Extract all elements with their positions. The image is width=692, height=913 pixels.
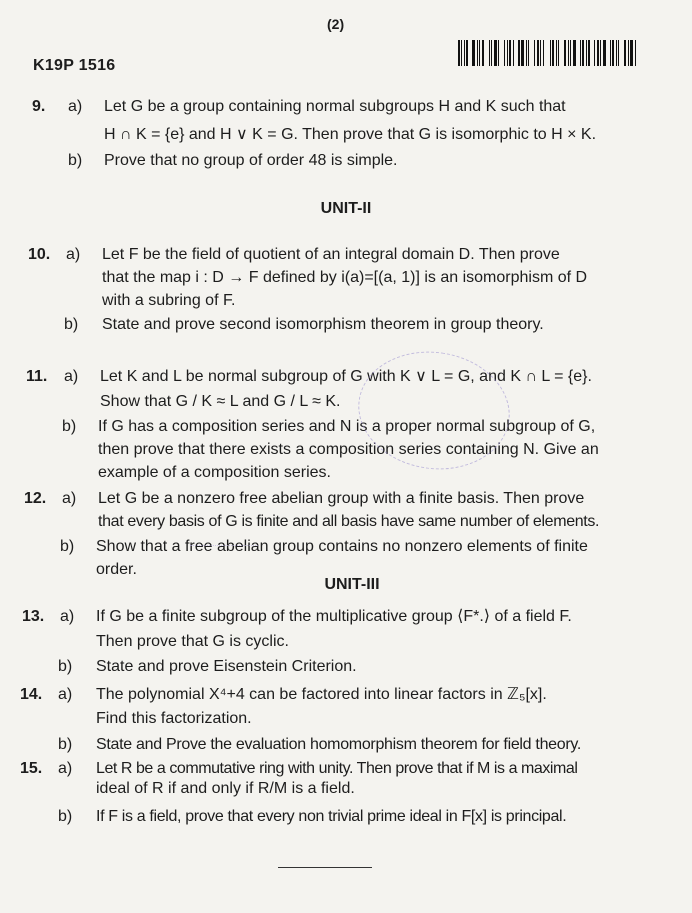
barcode-bar: [618, 40, 619, 66]
page-number: (2): [327, 16, 345, 32]
question-text: Find this factorization.: [96, 710, 252, 727]
barcode-bar: [491, 40, 492, 66]
barcode-bar: [494, 40, 497, 66]
question-text: Let K and L be normal subgroup of G with K ∨ L = G, and K ∩ L = {e}.: [100, 368, 592, 385]
barcode-bar: [545, 40, 548, 66]
question-text: Show that G / K ≈ L and G / L ≈ K.: [100, 393, 341, 410]
barcode-bar: [594, 40, 595, 66]
question-text: Let R be a commutative ring with unity. Then prove that if M is a maximal: [96, 760, 578, 777]
barcode-bar: [521, 40, 524, 66]
barcode-bar: [461, 40, 462, 66]
question-number: 11.: [26, 368, 48, 385]
question-text: Let F be the field of quotient of an integral domain D. Then prove: [102, 246, 560, 263]
barcode-bar: [610, 40, 611, 66]
barcode-bar: [600, 40, 601, 66]
question-number: 13.: [22, 608, 45, 625]
barcode-bar: [603, 40, 606, 66]
barcode-bar: [507, 40, 508, 66]
question-text: H ∩ K = {e} and H ∨ K = G. Then prove that G is isomorphic to H × K.: [104, 126, 597, 143]
barcode-bar: [637, 40, 638, 66]
question-text: State and prove Eisenstein Criterion.: [96, 658, 357, 675]
barcode-bar: [586, 40, 587, 66]
part-label: a): [64, 368, 79, 385]
question-text: Prove that no group of order 48 is simple.: [104, 152, 398, 169]
part-label: a): [58, 686, 73, 703]
barcode-bar: [470, 40, 471, 66]
barcode-bar: [528, 40, 529, 66]
question-text: Show that a free abelian group contains no nonzero elements of finite: [96, 538, 588, 555]
question-text: If G be a finite subgroup of the multiplicative group ⟨F*.⟩ of a field F.: [96, 608, 572, 625]
question-text: then prove that there exists a composition series containing N. Give an: [98, 441, 599, 458]
barcode-bar: [531, 40, 533, 66]
part-label: b): [68, 152, 83, 169]
barcode-bar: [477, 40, 478, 66]
question-text: that every basis of G is finite and all basis have same number of elements.: [98, 513, 600, 530]
barcode-bar: [568, 40, 569, 66]
barcode-bar: [458, 40, 460, 66]
question-text: Let G be a nonzero free abelian group with a finite basis. Then prove: [98, 490, 585, 507]
barcode-bar: [485, 40, 487, 66]
barcode-bar: [564, 40, 566, 66]
barcode-bar: [504, 40, 505, 66]
barcode-bar: [616, 40, 617, 66]
barcode: [458, 40, 653, 66]
question-number: 9.: [32, 98, 46, 115]
part-label: a): [58, 760, 73, 777]
question-text: The polynomial X⁴+4 can be factored into linear factors in ℤ₅[x].: [96, 686, 547, 703]
part-label: b): [58, 658, 73, 675]
barcode-bar: [561, 40, 563, 66]
question-text: State and prove second isomorphism theorem in group theory.: [102, 316, 544, 333]
barcode-bar: [482, 40, 484, 66]
barcode-bar: [580, 40, 581, 66]
barcode-bar: [628, 40, 629, 66]
barcode-bar: [501, 40, 503, 66]
barcode-bar: [621, 40, 623, 66]
barcode-bar: [466, 40, 468, 66]
barcode-bar: [526, 40, 527, 66]
question-text: State and Prove the evaluation homomorphism theorem for field theory.: [96, 736, 582, 753]
barcode-bar: [515, 40, 516, 66]
barcode-bar: [582, 40, 584, 66]
barcode-bar: [513, 40, 514, 66]
part-label: b): [58, 736, 73, 753]
barcode-bar: [592, 40, 593, 66]
paper-code: K19P 1516: [33, 57, 116, 74]
barcode-bar: [635, 40, 636, 66]
barcode-bar: [612, 40, 614, 66]
part-label: b): [58, 808, 73, 825]
barcode-bar: [543, 40, 544, 66]
question-text: with a subring of F.: [102, 292, 236, 309]
end-rule: [278, 867, 372, 868]
barcode-bar: [570, 40, 571, 66]
barcode-bar: [550, 40, 551, 66]
question-number: 12.: [24, 490, 47, 507]
part-label: b): [62, 418, 77, 435]
barcode-bar: [498, 40, 499, 66]
question-text: that the map i : D → F defined by i(a)=[(a, 1)] is an isomorphism of D: [102, 269, 588, 286]
barcode-bar: [577, 40, 578, 66]
part-label: a): [60, 608, 75, 625]
part-label: b): [64, 316, 79, 333]
barcode-bar: [607, 40, 608, 66]
question-number: 15.: [20, 760, 43, 777]
part-label: a): [62, 490, 77, 507]
barcode-bar: [630, 40, 633, 66]
part-label: a): [68, 98, 83, 115]
barcode-bar: [518, 40, 520, 66]
unit-heading: UNIT-III: [324, 576, 380, 593]
question-number: 14.: [20, 686, 43, 703]
barcode-bar: [464, 40, 465, 66]
barcode-bar: [558, 40, 559, 66]
barcode-bar: [472, 40, 475, 66]
barcode-bar: [537, 40, 539, 66]
unit-heading: UNIT-II: [320, 200, 372, 217]
question-text: ideal of R if and only if R/M is a field.: [96, 780, 355, 797]
question-text: Then prove that G is cyclic.: [96, 633, 289, 650]
part-label: a): [66, 246, 81, 263]
barcode-bar: [573, 40, 576, 66]
question-text: If G has a composition series and N is a proper normal subgroup of G,: [98, 418, 596, 435]
barcode-bar: [489, 40, 490, 66]
barcode-bar: [534, 40, 535, 66]
question-text: order.: [96, 561, 137, 578]
part-label: b): [60, 538, 75, 555]
question-text: example of a composition series.: [98, 464, 331, 481]
question-text: Let G be a group containing normal subgroups H and K such that: [104, 98, 566, 115]
faint-stamp-mark: [190, 545, 258, 568]
barcode-bar: [556, 40, 557, 66]
question-number: 10.: [28, 246, 51, 263]
barcode-bar: [588, 40, 590, 66]
barcode-bar: [552, 40, 554, 66]
barcode-bar: [540, 40, 541, 66]
barcode-bar: [624, 40, 626, 66]
barcode-bar: [597, 40, 599, 66]
barcode-bar: [509, 40, 511, 66]
barcode-bar: [479, 40, 480, 66]
question-text: If F is a field, prove that every non trivial prime ideal in F[x] is principal.: [96, 808, 567, 825]
